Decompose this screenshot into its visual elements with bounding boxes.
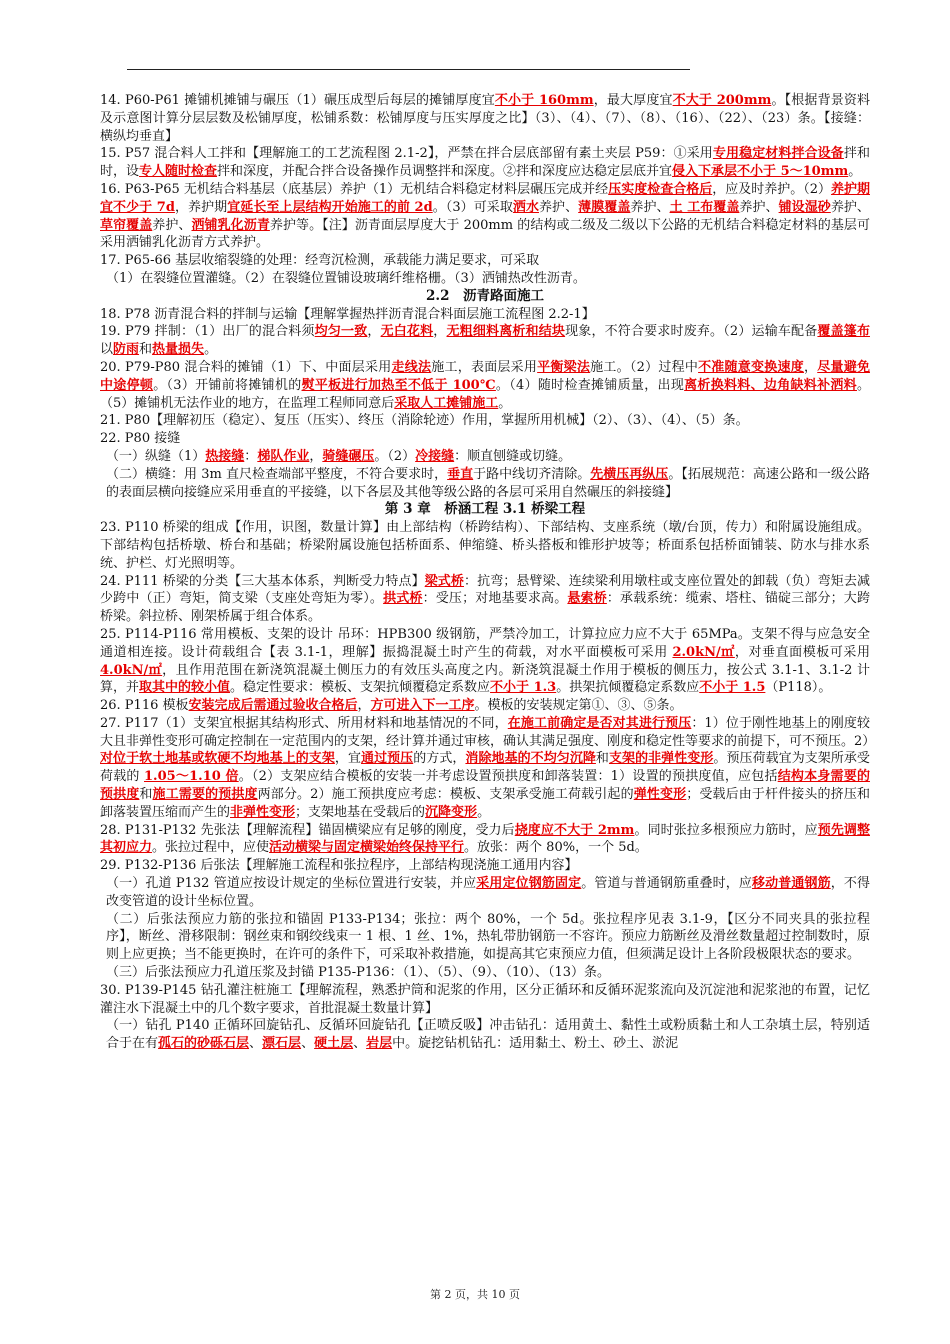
paragraph: [100, 412, 870, 430]
text-run: 养护、: [830, 199, 870, 215]
highlight-text: 1.05～1.10 倍: [144, 769, 239, 785]
section-heading: [100, 501, 870, 519]
text-run: 2.2 沥青路面施工: [426, 287, 544, 304]
highlight-text: 平衡梁法: [537, 359, 591, 375]
text-run: 、: [353, 1036, 367, 1052]
text-run: 。【拓展规范：高速公路和一级公路的表面层横向接缝应采用垂直的平接缝，以下各层及其他等级公路的各层可采用自然碾压的斜接缝】: [106, 466, 870, 500]
highlight-text: 薄膜覆盖: [578, 199, 631, 215]
document-body: [100, 92, 876, 1053]
highlight-text: 悬索桥: [567, 591, 607, 607]
text-run: 、: [249, 1036, 263, 1052]
highlight-text: 洒铺乳化沥青: [191, 217, 270, 233]
text-run: 23. P110 桥梁的组成【作用，识图，数量计算】由上部结构（桥跨结构）、下部结构、支座系统（墩/台顶，传力）和附属设施组成。下部结构包括桥墩、桥台和基础；桥梁附属设施包括桥面系、伸缩缝、桥头搭板和锥形护坡等；桥面系包括桥面铺装、防水与排水系统、护栏、灯光照明等。: [100, 520, 870, 571]
text-run: 养护、: [152, 217, 192, 233]
highlight-text: 覆盖篷布: [817, 324, 870, 340]
highlight-text: 土 工布覆盖: [669, 199, 740, 215]
text-run: 施工。（2）过程中: [590, 359, 699, 375]
text-run: （1）在裂缝位置灌缝。（2）在裂缝位置铺设玻璃纤维格栅。（3）洒铺热改性沥青。: [106, 270, 586, 286]
text-run: ：: [244, 448, 258, 464]
paragraph: [100, 181, 870, 252]
paragraph: [100, 964, 870, 982]
highlight-text: 垂直: [447, 466, 474, 482]
paragraph: [100, 715, 876, 822]
paragraph: [100, 822, 870, 858]
text-run: ：顺直刨缝或切缝。: [454, 448, 572, 464]
highlight-text: 消除地基的不均匀沉降: [465, 751, 596, 767]
highlight-text: 弹性变形: [633, 787, 687, 803]
paragraph: [100, 573, 870, 626]
paragraph: [100, 359, 870, 412]
highlight-text: 安装完成后需通过验收合格后: [188, 698, 358, 714]
text-run: ，不得改变管道的设计坐标位置。: [106, 876, 870, 909]
text-run: 20. P79-P80 混合料的摊铺（1）下、中面层采用: [100, 359, 392, 375]
text-run: ，养护期: [174, 199, 228, 215]
text-run: 养护、: [739, 199, 779, 215]
highlight-text: 结构本身需要的预拱度: [100, 769, 870, 803]
text-run: 拌和深度，并配合拌合设备操作员调整拌和深度。②拌和深度应达稳定层底并宜: [217, 164, 673, 180]
highlight-text: 挠度应不大于 2mm: [514, 822, 635, 838]
highlight-text: 养护期宜不少于 7d: [100, 181, 870, 215]
text-run: 中。旋挖钻机钻孔：适用黏土、粉土、砂土、淤泥: [392, 1036, 679, 1052]
highlight-text: 侵入下承层不小于 5～10mm: [672, 164, 849, 180]
text-run: 。放张：两个 80%，一个 5d。: [464, 840, 648, 856]
text-run: 养护、: [630, 199, 670, 215]
text-run: ：1）位于刚性地基上的刚度较大且非弹性变形可确定控制在一定范围内的支架，经计算并通过审核，确认其满足强度、刚度和稳定性等要求的前提下，可不预压。2）: [100, 715, 876, 749]
highlight-text: 对位于软土地基或软硬不均地基上的支架: [100, 751, 335, 767]
text-run: 25. P114-P116 常用模板、支架的设计 吊环：HPB300 级钢筋，严禁冷加工，计算拉应力应不大于 65MPa。支架不得与应急安全通道相连接。设计荷载组合【表 3.1-1，理解】振捣混凝土时产生的荷载，对水平面模板可采用: [100, 626, 870, 660]
text-run: 养护等。【注】沥青面层厚度大于 200mm 的结构或二级及二级以下公路的无机结合料稳定材料的基层可采用洒铺乳化沥青方式养护。: [100, 217, 870, 251]
highlight-text: 走线法: [391, 359, 432, 375]
text-run: 、: [301, 1036, 315, 1052]
paragraph: [100, 697, 870, 715]
highlight-text: 移动普通钢筋: [751, 876, 831, 892]
highlight-text: 支架的非弹性变形: [608, 751, 714, 767]
highlight-text: 梯队作业: [257, 448, 310, 464]
highlight-text: 预先调整其初应力: [100, 822, 870, 856]
text-run: 。（5）摊铺机无法作业的地方，在监理工程师同意后: [100, 377, 870, 411]
text-run: ：受压；对地基要求高。: [422, 591, 568, 607]
highlight-text: 均匀一致: [314, 324, 368, 340]
text-run: 。（2）: [374, 448, 416, 464]
header-rule: [127, 69, 690, 70]
highlight-text: 方可进入下一工序: [370, 698, 475, 714]
text-run: （一）纵缝（1）: [106, 448, 206, 464]
text-run: （一）钻孔 P140 正循环回旋钻孔、反循环回旋钻孔【正喷反吸】冲击钻孔：适用黄土、黏性土或粉质黏土和人工杂填土层，特别适合于在有: [106, 1018, 870, 1052]
highlight-text: 离析换料料、边角缺料补洒料: [684, 377, 857, 393]
highlight-text: 尽量避免中途停顿: [100, 359, 870, 393]
text-run: 。: [848, 164, 862, 180]
text-run: 。: [498, 395, 512, 411]
highlight-text: 不大于 200mm: [672, 93, 772, 108]
highlight-text: 不准随意变换速度: [698, 359, 804, 375]
text-run: 的方式，: [413, 751, 466, 767]
text-run: 拌和时，设: [100, 146, 870, 180]
text-run: 于路中线切齐清除。: [473, 466, 591, 482]
highlight-text: 无白花料: [380, 324, 434, 340]
text-run: 第 3 章 桥涵工程 3.1 桥梁工程: [384, 501, 586, 518]
section-heading: [100, 288, 870, 306]
paragraph: [100, 270, 870, 288]
text-run: 以: [100, 342, 114, 358]
highlight-text: 采取人工摊铺施工: [394, 395, 499, 411]
text-run: 24. P111 桥梁的分类【三大基本体系，判断受力特点】: [100, 573, 425, 589]
highlight-text: 4.0kN/㎡: [100, 662, 163, 678]
text-run: 养护、: [539, 199, 579, 215]
highlight-text: 施工需要的预拱度: [152, 787, 258, 803]
paragraph: [100, 1017, 870, 1053]
highlight-text: 宜延长至上层结构开始施工的前 2d: [227, 199, 433, 215]
text-run: 。张拉过程中，应使: [152, 840, 270, 856]
highlight-text: 不小于 1.5: [699, 680, 766, 696]
highlight-text: 熨平板进行加热至不低于 100℃: [301, 377, 496, 393]
text-run: （三）后张法预应力孔道压浆及封锚 P135-P136：（1）、（5）、（9）、（10）、（13）条。: [106, 965, 611, 981]
text-run: 26. P116 模板: [100, 698, 189, 714]
paragraph: [100, 982, 870, 1018]
paragraph: [100, 519, 870, 572]
text-run: 。（3）开铺前将摊铺机的: [153, 377, 302, 393]
text-run: ，应及时养护。（2）: [712, 181, 831, 197]
paragraph: [100, 430, 870, 448]
highlight-text: 无粗细料离析和结块: [446, 324, 566, 340]
paragraph: [100, 145, 870, 181]
text-run: 和: [139, 787, 153, 803]
highlight-text: 取其中的较小值: [139, 680, 231, 696]
paragraph: [100, 626, 870, 697]
text-run: ，: [803, 359, 818, 375]
text-run: 现象，不符合要求时废弃。（2）运输车配备: [565, 324, 818, 340]
text-run: 21. P80【理解初压（稳定）、复压（压实）、终压（消除轮迹）作用，掌握所用机械】（2）、（3）、（4）、（5）条。: [100, 413, 749, 429]
highlight-text: 活动横梁与固定横梁始终保持平行: [269, 840, 465, 856]
highlight-text: 热接缝: [205, 448, 245, 464]
paragraph: [100, 448, 870, 466]
text-run: 27. P117（1）支架宜根据其结构形式、所用材料和地基情况的不同，: [100, 715, 508, 731]
highlight-text: 沉降变形: [425, 804, 478, 820]
text-run: 。稳定性要求：模板、支架抗倾覆稳定系数应: [230, 680, 491, 696]
text-run: 17. P65-66 基层收缩裂缝的处理：经弯沉检测，承载能力满足要求，可采取: [100, 253, 540, 269]
text-run: （P118）。: [765, 680, 832, 696]
text-run: 施工，表面层采用: [431, 359, 538, 375]
paragraph: [100, 306, 870, 324]
highlight-text: 硬土层: [314, 1036, 354, 1052]
text-run: 28. P131-P132 先张法【理解流程】锚固横梁应有足够的刚度，受力后: [100, 822, 515, 838]
text-run: ，宜: [334, 751, 362, 767]
highlight-text: 2.0kN/㎡: [672, 644, 735, 660]
highlight-text: 洒水: [512, 199, 539, 215]
text-run: 30. P139-P145 钻孔灌注桩施工【理解流程，熟悉护筒和泥浆的作用，区分正循环和反循环泥浆流向及沉淀池和泥浆池的布置，记忆灌注水下混凝土中的几个数字要求，首批混凝土数量计算】: [100, 982, 870, 1016]
text-run: 。模板的安装规定第①、③、⑤条。: [474, 698, 683, 714]
paragraph: [100, 911, 870, 964]
text-run: 。（4）随时检查摊铺质量，出现: [495, 377, 685, 393]
text-run: ，: [309, 448, 323, 464]
highlight-text: 漂石层: [262, 1036, 302, 1052]
highlight-text: 压实度检查合格后: [608, 181, 713, 197]
highlight-text: 铺设湿砂: [778, 199, 831, 215]
text-run: ，: [357, 698, 371, 714]
highlight-text: 采用定位钢筋固定: [476, 876, 582, 892]
text-run: ：承载系统：缆索、塔柱、锚碇三部分；大跨桥梁。斜拉桥、刚架桥属于组合体系。: [100, 591, 870, 625]
highlight-text: 孤石的砂砾石层: [158, 1036, 250, 1052]
text-run: ；支架地基在受载后的: [295, 804, 426, 820]
text-run: 22. P80 接缝: [100, 431, 181, 447]
highlight-text: 骑缝碾压: [322, 448, 375, 464]
text-run: 。预压荷载宜为支架所承受荷载的: [100, 751, 870, 785]
text-run: 16. P63-P65 无机结合料基层（底基层）养护（1）无机结合料稳定材料层碾压完成并经: [100, 181, 609, 197]
paragraph: [100, 252, 870, 270]
highlight-text: 不小于 160mm: [494, 93, 594, 108]
text-run: 14. P60-P61 摊铺机摊铺与碾压（1）碾压成型后每层的摊铺厚度宜: [100, 93, 495, 108]
paragraph: [100, 466, 870, 502]
paragraph: [100, 875, 870, 911]
highlight-text: 专人随时检查: [139, 164, 218, 180]
highlight-text: 先横压再纵压: [590, 466, 669, 482]
text-run: 。: [204, 342, 218, 358]
text-run: 19. P79 拌制：（1）出厂的混合料须: [100, 324, 315, 340]
highlight-text: 非弹性变形: [230, 804, 296, 820]
text-run: ；受载后由于杆件接头的挤压和卸落装置压缩而产生的: [100, 787, 870, 820]
text-run: （二）横缝：用 3m 直尺检查端部平整度，不符合要求时，: [106, 466, 448, 482]
text-run: 和: [595, 751, 609, 767]
text-run: ，: [433, 324, 447, 340]
page-footer: 第 2 页，共 10 页: [430, 1288, 520, 1301]
text-run: 和: [139, 342, 153, 358]
highlight-text: 热量损失: [152, 342, 205, 358]
text-run: 。: [477, 804, 491, 820]
highlight-text: 专用稳定材料拌合设备: [712, 146, 844, 162]
paragraph: [100, 323, 870, 359]
paragraph: [100, 857, 870, 875]
text-run: ，对垂直面模板可采用: [734, 644, 870, 660]
text-run: 。管道与普通钢筋重叠时，应: [581, 876, 752, 892]
text-run: 。同时张拉多根预应力筋时，应: [634, 822, 818, 838]
highlight-text: 冷接缝: [415, 448, 455, 464]
highlight-text: 通过预压: [361, 751, 414, 767]
paragraph: [100, 92, 870, 145]
text-run: 。【根据背景资料及示意图计算分层层数及松铺厚度，松铺系数：松铺厚度与压实厚度之比】（3）、（4）、（7）、（8）、（16）、（22）、（23）条。【接缝：横纵均垂直】: [100, 93, 870, 144]
text-run: （二）后张法预应力筋的张拉和锚固 P133-P134；张拉：两个 80%，一个 5d。张拉程序见表 3.1-9，【区分不同夹具的张拉程序】，断丝、滑移限制：钢丝束和钢绞线束一 1 根、1 丝、1%，热轧带肋钢筋一不容许。预应力筋断丝及滑丝数量超过控制数时，原则上应更换；当不能更换时，在许可的条件下，可采取补救措施，如提高其它束预应力值，但须满足设计上各阶段极限状态的要求。: [106, 911, 870, 963]
text-run: 15. P57 混合料人工拌和【理解施工的工艺流程图 2.1-2】，严禁在拌合层底部留有素土夹层 P59：①采用: [100, 146, 713, 162]
text-run: ，且作用范围在新浇筑混凝土侧压力的有效压头高度之内。新浇筑混凝土作用于模板的侧压力，按公式 3.1-1、3.1-2 计算，并: [100, 662, 870, 696]
highlight-text: 梁式桥: [424, 573, 464, 589]
text-run: （一）孔道 P132 管道应按设计规定的坐标位置进行安装，并应: [106, 876, 477, 892]
text-run: 两部分。2）施工预拱度应考虑：模板、支架承受施工荷载引起的: [257, 787, 634, 803]
highlight-text: 防雨: [113, 342, 140, 358]
highlight-text: 岩层: [366, 1036, 393, 1052]
highlight-text: 在施工前确定是否对其进行预压: [507, 715, 692, 731]
text-run: 。（2）支架应结合模板的安装一并考虑设置预拱度和卸落装置：1）设置的预拱度值，应包括: [238, 769, 778, 785]
highlight-text: 拱式桥: [383, 591, 423, 607]
text-run: 。（3）可采取: [432, 199, 513, 215]
text-run: 。拱架抗倾覆稳定系数应: [556, 680, 700, 696]
highlight-text: 草帘覆盖: [100, 217, 153, 233]
text-run: ，最大厚度宜: [593, 93, 673, 108]
text-run: ：抗弯；悬臂梁、连续梁利用墩柱或支座位置处的卸载（负）弯矩去减少跨中（正）弯矩，简支梁（支座处弯矩为零）。: [100, 573, 870, 607]
highlight-text: 不小于 1.3: [490, 680, 557, 696]
text-run: 18. P78 沥青混合料的拌制与运输【理解掌握热拌沥青混合料面层施工流程图 2.2-1】: [100, 306, 595, 322]
text-run: 29. P132-P136 后张法【理解施工流程和张拉程序，上部结构现浇施工通用内容】: [100, 858, 578, 874]
text-run: ，: [367, 324, 381, 340]
